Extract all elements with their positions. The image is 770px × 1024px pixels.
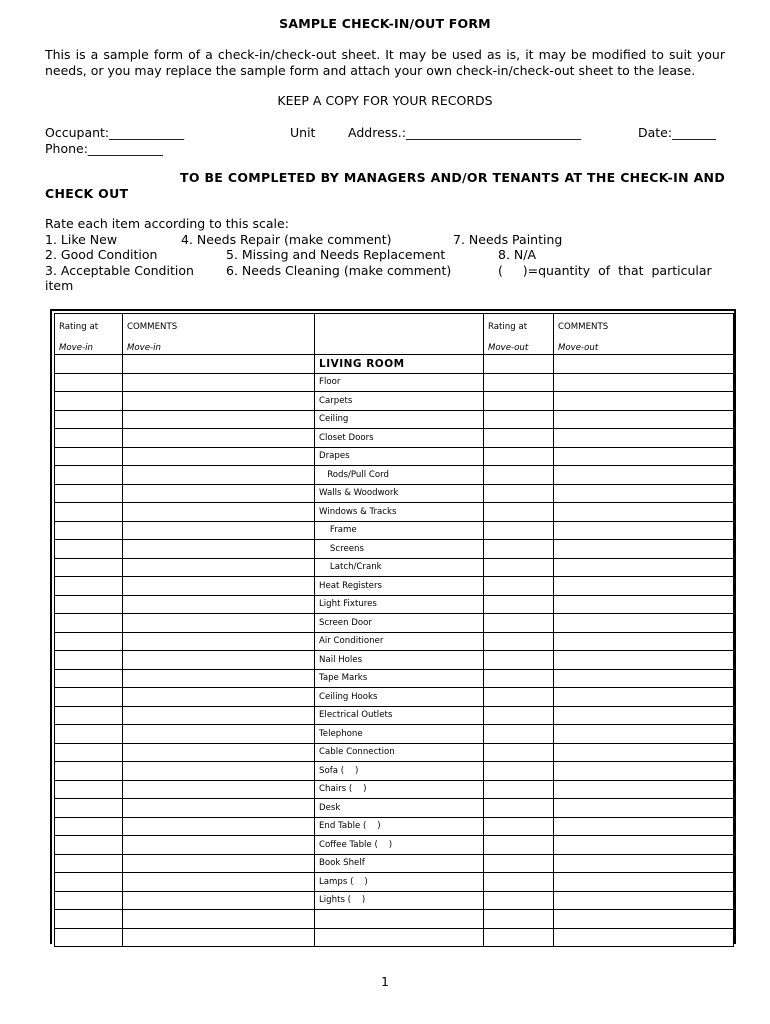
item-label: Rods/Pull Cord [315, 466, 484, 485]
page-number: 1 [381, 974, 389, 989]
rating-move-in-cell[interactable] [55, 540, 123, 559]
rating-move-out-cell[interactable] [484, 355, 554, 374]
rating-move-out-cell[interactable] [484, 447, 554, 466]
rating-move-out-cell[interactable] [484, 910, 554, 929]
rating-move-in-cell[interactable] [55, 410, 123, 429]
table-row [55, 577, 734, 596]
rating-move-in-cell[interactable] [55, 780, 123, 799]
table-row [55, 632, 734, 651]
table-header-row [55, 314, 734, 355]
item-label: Electrical Outlets [315, 706, 484, 725]
rating-move-out-cell[interactable] [484, 669, 554, 688]
table-row [55, 873, 734, 892]
table-row [55, 817, 734, 836]
table-outer-border-left [50, 309, 52, 944]
rating-move-in-cell[interactable] [55, 392, 123, 411]
comments-move-out-cell[interactable] [554, 614, 734, 633]
comments-move-in-cell[interactable] [123, 706, 315, 725]
item-label: Windows & Tracks [315, 503, 484, 522]
comments-move-in-cell[interactable] [123, 466, 315, 485]
rating-move-in-cell[interactable] [55, 484, 123, 503]
completion-heading: TO BE COMPLETED BY MANAGERS AND/OR TENANTS AT THE CHECK-IN AND CHECK OUT [45, 170, 725, 201]
item-label: Desk [315, 799, 484, 818]
comments-move-out-cell[interactable] [554, 410, 734, 429]
table-row [55, 762, 734, 781]
table-row [55, 521, 734, 540]
comments-move-in-cell[interactable] [123, 891, 315, 910]
rating-move-in-cell[interactable] [55, 595, 123, 614]
table-row [55, 410, 734, 429]
scale-item-1: 1. Like New [45, 232, 118, 247]
comments-move-out-cell[interactable] [554, 373, 734, 392]
item-label: Walls & Woodwork [315, 484, 484, 503]
rating-move-in-cell[interactable] [55, 743, 123, 762]
rating-move-out-cell[interactable] [484, 632, 554, 651]
table-row [55, 780, 734, 799]
scale-item-8: 8. N/A [498, 247, 537, 262]
comments-move-out-cell[interactable] [554, 447, 734, 466]
table-row [55, 373, 734, 392]
comments-move-out-cell[interactable] [554, 595, 734, 614]
rating-move-out-cell[interactable] [484, 799, 554, 818]
table-row [55, 910, 734, 929]
comments-move-out-cell[interactable] [554, 762, 734, 781]
comments-move-out-cell[interactable] [554, 836, 734, 855]
comments-move-out-cell[interactable] [554, 688, 734, 707]
comments-move-in-cell[interactable] [123, 392, 315, 411]
item-label: Chairs ( ) [315, 780, 484, 799]
header-rating-move-in: Rating at Move-in [55, 314, 123, 355]
scale-item-5: 5. Missing and Needs Replacement [226, 247, 446, 262]
rating-move-out-cell[interactable] [484, 429, 554, 448]
table-row [55, 743, 734, 762]
table-row [55, 688, 734, 707]
item-label: Air Conditioner [315, 632, 484, 651]
item-label: Telephone [315, 725, 484, 744]
rating-move-in-cell[interactable] [55, 355, 123, 374]
comments-move-in-cell[interactable] [123, 558, 315, 577]
keep-copy-note: KEEP A COPY FOR YOUR RECORDS [277, 93, 493, 108]
rating-move-in-cell[interactable] [55, 429, 123, 448]
form-title: SAMPLE CHECK-IN/OUT FORM [279, 16, 491, 31]
item-label: End Table ( ) [315, 817, 484, 836]
rating-move-out-cell[interactable] [484, 762, 554, 781]
item-label: Carpets [315, 392, 484, 411]
rating-move-out-cell[interactable] [484, 521, 554, 540]
comments-move-in-cell[interactable] [123, 910, 315, 929]
table-row [55, 429, 734, 448]
rating-move-out-cell[interactable] [484, 725, 554, 744]
rating-move-out-cell[interactable] [484, 706, 554, 725]
rating-move-in-cell[interactable] [55, 466, 123, 485]
comments-move-in-cell[interactable] [123, 873, 315, 892]
item-label [315, 910, 484, 929]
rating-move-out-cell[interactable] [484, 614, 554, 633]
comments-move-in-cell[interactable] [123, 651, 315, 670]
comments-move-in-cell[interactable] [123, 595, 315, 614]
comments-move-in-cell[interactable] [123, 780, 315, 799]
comments-move-out-cell[interactable] [554, 651, 734, 670]
rating-move-out-cell[interactable] [484, 928, 554, 947]
comments-move-out-cell[interactable] [554, 355, 734, 374]
rating-move-in-cell[interactable] [55, 614, 123, 633]
check-in-out-table [54, 313, 734, 947]
table-row [55, 503, 734, 522]
table-row [55, 466, 734, 485]
rating-move-in-cell[interactable] [55, 558, 123, 577]
rating-move-out-cell[interactable] [484, 484, 554, 503]
rating-move-out-cell[interactable] [484, 651, 554, 670]
comments-move-out-cell[interactable] [554, 780, 734, 799]
comments-move-in-cell[interactable] [123, 429, 315, 448]
comments-move-in-cell[interactable] [123, 632, 315, 651]
table-row [55, 651, 734, 670]
rating-move-in-cell[interactable] [55, 706, 123, 725]
rating-move-in-cell[interactable] [55, 799, 123, 818]
table-row [55, 836, 734, 855]
rating-move-out-cell[interactable] [484, 595, 554, 614]
rating-move-out-cell[interactable] [484, 817, 554, 836]
comments-move-out-cell[interactable] [554, 521, 734, 540]
comments-move-in-cell[interactable] [123, 762, 315, 781]
comments-move-out-cell[interactable] [554, 854, 734, 873]
comments-move-in-cell[interactable] [123, 836, 315, 855]
comments-move-in-cell[interactable] [123, 928, 315, 947]
phone-field[interactable]: Phone:____________ [45, 141, 163, 156]
rating-move-out-cell[interactable] [484, 540, 554, 559]
rating-move-out-cell[interactable] [484, 466, 554, 485]
unit-label: Unit [290, 125, 316, 140]
table-row [55, 614, 734, 633]
scale-item-4: 4. Needs Repair (make comment) [181, 232, 392, 247]
table-row [55, 799, 734, 818]
table-row [55, 447, 734, 466]
rating-move-out-cell[interactable] [484, 873, 554, 892]
rating-move-in-cell[interactable] [55, 873, 123, 892]
item-label: Drapes [315, 447, 484, 466]
comments-move-out-cell[interactable] [554, 725, 734, 744]
rating-move-in-cell[interactable] [55, 688, 123, 707]
comments-move-in-cell[interactable] [123, 817, 315, 836]
comments-move-in-cell[interactable] [123, 447, 315, 466]
rating-move-out-cell[interactable] [484, 558, 554, 577]
comments-move-out-cell[interactable] [554, 540, 734, 559]
rating-move-out-cell[interactable] [484, 743, 554, 762]
rating-move-out-cell[interactable] [484, 688, 554, 707]
rating-move-in-cell[interactable] [55, 651, 123, 670]
room-row [55, 355, 734, 374]
scale-item-7: 7. Needs Painting [453, 232, 563, 247]
table-outer-border-top [50, 309, 736, 311]
date-field[interactable]: Date:_______ [638, 125, 716, 140]
item-label: Sofa ( ) [315, 762, 484, 781]
rating-move-in-cell[interactable] [55, 762, 123, 781]
item-label: Frame [315, 521, 484, 540]
item-label [315, 928, 484, 947]
table-row [55, 392, 734, 411]
comments-move-in-cell[interactable] [123, 854, 315, 873]
comments-move-in-cell[interactable] [123, 484, 315, 503]
occupant-field[interactable]: Occupant:____________ [45, 125, 185, 140]
address-field[interactable]: Address.:____________________________ [348, 125, 581, 140]
intro-paragraph: This is a sample form of a check-in/check-out sheet. It may be used as is, it may be modified to suit your needs, or you may replace the sample form and attach your own check-in/check-out sheet to the lease. [45, 47, 725, 78]
rating-move-out-cell[interactable] [484, 891, 554, 910]
header-item [315, 314, 484, 355]
rating-move-in-cell[interactable] [55, 854, 123, 873]
comments-move-out-cell[interactable] [554, 669, 734, 688]
comments-move-out-cell[interactable] [554, 429, 734, 448]
scale-item-6: 6. Needs Cleaning (make comment) [226, 263, 452, 278]
item-label: Lamps ( ) [315, 873, 484, 892]
rating-move-in-cell[interactable] [55, 891, 123, 910]
item-label: Latch/Crank [315, 558, 484, 577]
comments-move-out-cell[interactable] [554, 632, 734, 651]
comments-move-out-cell[interactable] [554, 817, 734, 836]
comments-move-in-cell[interactable] [123, 725, 315, 744]
rating-move-in-cell[interactable] [55, 910, 123, 929]
header-comments-move-in: COMMENTS Move-in [123, 314, 315, 355]
rating-move-in-cell[interactable] [55, 577, 123, 596]
comments-move-in-cell[interactable] [123, 355, 315, 374]
rating-move-out-cell[interactable] [484, 373, 554, 392]
scale-intro: Rate each item according to this scale: [45, 216, 289, 231]
table-row [55, 484, 734, 503]
table-row [55, 706, 734, 725]
item-label: Screen Door [315, 614, 484, 633]
table-row [55, 725, 734, 744]
item-label: Lights ( ) [315, 891, 484, 910]
comments-move-in-cell[interactable] [123, 410, 315, 429]
comments-move-out-cell[interactable] [554, 799, 734, 818]
rating-move-out-cell[interactable] [484, 392, 554, 411]
comments-move-out-cell[interactable] [554, 910, 734, 929]
item-label: Coffee Table ( ) [315, 836, 484, 855]
rating-move-out-cell[interactable] [484, 577, 554, 596]
table-row [55, 669, 734, 688]
comments-move-out-cell[interactable] [554, 928, 734, 947]
rating-move-in-cell[interactable] [55, 725, 123, 744]
comments-move-in-cell[interactable] [123, 521, 315, 540]
rating-move-in-cell[interactable] [55, 836, 123, 855]
scale-quantity-note: ( )=quantity of that particular [498, 263, 712, 278]
rating-move-out-cell[interactable] [484, 836, 554, 855]
item-label: Nail Holes [315, 651, 484, 670]
item-label: Screens [315, 540, 484, 559]
scale-quantity-note-end: item [45, 278, 74, 293]
comments-move-out-cell[interactable] [554, 484, 734, 503]
comments-move-out-cell[interactable] [554, 558, 734, 577]
comments-move-out-cell[interactable] [554, 706, 734, 725]
comments-move-out-cell[interactable] [554, 873, 734, 892]
rating-move-in-cell[interactable] [55, 632, 123, 651]
table-row [55, 595, 734, 614]
rating-move-in-cell[interactable] [55, 503, 123, 522]
scale-item-2: 2. Good Condition [45, 247, 158, 262]
item-label: Tape Marks [315, 669, 484, 688]
table-row [55, 854, 734, 873]
table-outer-border-right [734, 309, 736, 944]
item-label: Heat Registers [315, 577, 484, 596]
comments-move-in-cell[interactable] [123, 373, 315, 392]
scale-item-3: 3. Acceptable Condition [45, 263, 194, 278]
rating-move-out-cell[interactable] [484, 780, 554, 799]
item-label: Floor [315, 373, 484, 392]
item-label: Cable Connection [315, 743, 484, 762]
item-label: Ceiling Hooks [315, 688, 484, 707]
comments-move-in-cell[interactable] [123, 614, 315, 633]
comments-move-in-cell[interactable] [123, 540, 315, 559]
rating-move-in-cell[interactable] [55, 928, 123, 947]
rating-move-out-cell[interactable] [484, 410, 554, 429]
rating-move-in-cell[interactable] [55, 447, 123, 466]
comments-move-out-cell[interactable] [554, 577, 734, 596]
comments-move-out-cell[interactable] [554, 466, 734, 485]
comments-move-in-cell[interactable] [123, 577, 315, 596]
item-label: Ceiling [315, 410, 484, 429]
rating-move-in-cell[interactable] [55, 373, 123, 392]
comments-move-out-cell[interactable] [554, 891, 734, 910]
comments-move-in-cell[interactable] [123, 503, 315, 522]
rating-move-out-cell[interactable] [484, 854, 554, 873]
header-rating-move-out: Rating at Move-out [484, 314, 554, 355]
comments-move-in-cell[interactable] [123, 799, 315, 818]
item-label: Closet Doors [315, 429, 484, 448]
comments-move-out-cell[interactable] [554, 392, 734, 411]
table-row [55, 540, 734, 559]
item-label: Book Shelf [315, 854, 484, 873]
table-row [55, 558, 734, 577]
comments-move-in-cell[interactable] [123, 743, 315, 762]
comments-move-out-cell[interactable] [554, 503, 734, 522]
table-row [55, 928, 734, 947]
comments-move-in-cell[interactable] [123, 688, 315, 707]
rating-move-in-cell[interactable] [55, 669, 123, 688]
item-label: Light Fixtures [315, 595, 484, 614]
header-comments-move-out: COMMENTS Move-out [554, 314, 734, 355]
rating-move-in-cell[interactable] [55, 521, 123, 540]
table-row [55, 891, 734, 910]
comments-move-in-cell[interactable] [123, 669, 315, 688]
rating-move-in-cell[interactable] [55, 817, 123, 836]
comments-move-out-cell[interactable] [554, 743, 734, 762]
rating-move-out-cell[interactable] [484, 503, 554, 522]
room-name: LIVING ROOM [315, 355, 484, 374]
